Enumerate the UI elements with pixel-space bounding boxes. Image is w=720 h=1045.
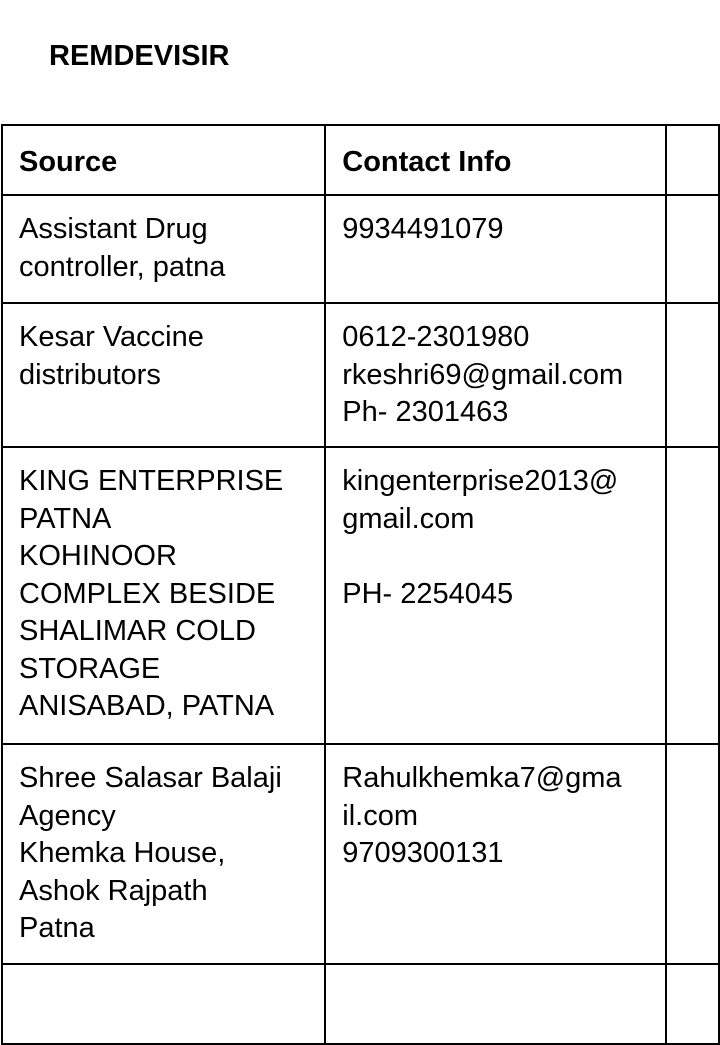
header-contact-info: Contact Info [325,125,666,195]
extra-cell [666,303,719,447]
extra-cell [666,744,719,964]
table-row [2,744,719,964]
header-extra [666,125,719,195]
contact-cell: Rahulkhemka7@gma il.com 9709300131 [325,744,666,964]
source-cell: KING ENTERPRISE PATNA KOHINOOR COMPLEX BESIDE SHALIMAR COLD STORAGE ANISABAD, PATNA [2,447,325,744]
source-cell [2,964,325,1044]
extra-cell [666,447,719,744]
table-row [2,303,719,447]
document-title: REMDEVISIR [49,40,230,72]
source-cell: Shree Salasar Balaji Agency Khemka House, Ashok Rajpath Patna [2,744,325,964]
contact-cell: kingenterprise2013@ gmail.com PH- 2254045 [325,447,666,744]
table-row [2,447,719,744]
source-cell: Assistant Drug controller, patna [2,195,325,303]
table-row [2,195,719,303]
header-source: Source [2,125,325,195]
table-row [2,964,719,1044]
contact-cell [325,964,666,1044]
source-cell: Kesar Vaccine distributors [2,303,325,447]
extra-cell [666,964,719,1044]
extra-cell [666,195,719,303]
supplier-table [1,124,720,1045]
contact-cell: 0612-2301980 rkeshri69@gmail.com Ph- 2301463 [325,303,666,447]
contact-cell: 9934491079 [325,195,666,303]
table-header-row [2,125,719,195]
